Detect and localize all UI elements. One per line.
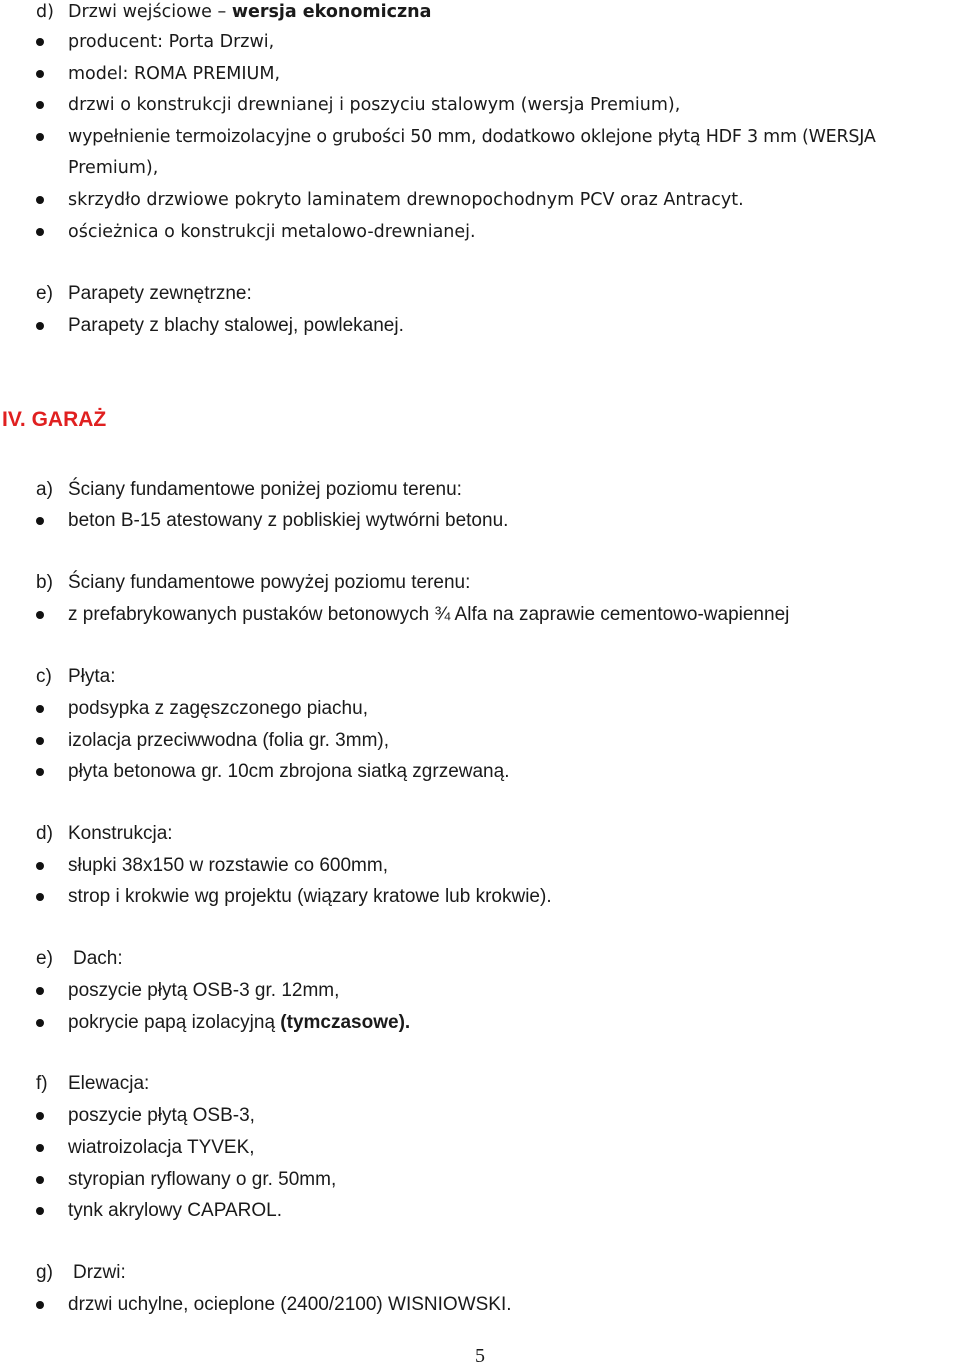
- section-title-text: Ściany fundamentowe powyżej poziomu terenu:: [68, 572, 471, 593]
- section-letter: a): [36, 479, 53, 500]
- bullet-icon: [36, 1144, 44, 1152]
- roofing-text: pokrycie papą izolacyjną: [68, 1012, 281, 1033]
- section-letter: c): [36, 666, 52, 687]
- list-item-text: z prefabrykowanych pustaków betonowych ¾ Alfa na zaprawie cementowo-wapiennej: [68, 604, 790, 625]
- section-title-text: Elewacja:: [68, 1073, 150, 1094]
- list-item-text: drzwi o konstrukcji drewnianej i poszyciu stalowym (wersja Premium),: [68, 95, 681, 115]
- doors-title-bold: wersja ekonomiczna: [231, 2, 432, 22]
- list-item-text: poszycie płytą OSB-3 gr. 12mm,: [68, 980, 340, 1001]
- bullet-icon: [36, 133, 44, 141]
- section-title-text: Drzwi:: [73, 1262, 126, 1283]
- list-item-text: podsypka z zagęszczonego piachu,: [68, 698, 368, 719]
- section-title-text: Ściany fundamentowe poniżej poziomu terenu:: [68, 479, 462, 500]
- list-item-text: skrzydło drzwiowe pokryto laminatem drewnopochodnym PCV oraz Antracyt.: [68, 190, 744, 210]
- bullet-icon: [36, 228, 44, 236]
- list-item-text: beton B-15 atestowany z pobliskiej wytwórni betonu.: [68, 510, 509, 531]
- bullet-icon: [36, 1019, 44, 1027]
- section-title-text: Dach:: [73, 948, 123, 969]
- section-letter: f): [36, 1073, 48, 1094]
- list-item-text: producent: Porta Drzwi,: [68, 32, 275, 52]
- bullet-icon: [36, 893, 44, 901]
- section-title-text: Parapety zewnętrzne:: [68, 283, 252, 304]
- list-item-text: drzwi uchylne, ocieplone (2400/2100) WISNIOWSKI.: [68, 1294, 512, 1315]
- bullet-icon: [36, 611, 44, 619]
- list-item-text: wiatroizolacja TYVEK,: [68, 1137, 255, 1158]
- list-item-text: izolacja przeciwwodna (folia gr. 3mm),: [68, 730, 390, 751]
- bullet-icon: [36, 196, 44, 204]
- garage-heading: IV. GARAŻ: [2, 408, 107, 431]
- bullet-icon: [36, 517, 44, 525]
- bullet-icon: [36, 1301, 44, 1309]
- section-letter: d): [36, 823, 53, 844]
- section-letter: b): [36, 572, 53, 593]
- bullet-icon: [36, 101, 44, 109]
- bullet-icon: [36, 768, 44, 776]
- bullet-icon: [36, 1112, 44, 1120]
- list-item-text: [68, 1011, 410, 1035]
- doors-title-text: [68, 0, 431, 24]
- list-item-text: ościeżnica o konstrukcji metalowo-drewnianej.: [68, 222, 476, 242]
- list-item-text: Parapety z blachy stalowej, powlekanej.: [68, 315, 404, 336]
- section-letter: e): [36, 283, 53, 304]
- bullet-icon: [36, 38, 44, 46]
- bullet-icon: [36, 322, 44, 330]
- bullet-icon: [36, 862, 44, 870]
- doors-title-plain: Drzwi wejściowe –: [68, 2, 232, 22]
- list-item-text: Premium),: [68, 158, 159, 178]
- list-item-text: styropian ryflowany o gr. 50mm,: [68, 1169, 337, 1190]
- list-item-text: wypełnienie termoizolacyjne o grubości 50 mm, dodatkowo oklejone płytą HDF 3 mm (WERSJA: [68, 127, 876, 147]
- section-title-text: Konstrukcja:: [68, 823, 173, 844]
- bullet-icon: [36, 705, 44, 713]
- page-number: 5: [475, 1345, 485, 1367]
- bullet-icon: [36, 1176, 44, 1184]
- section-title-text: Płyta:: [68, 666, 116, 687]
- bullet-icon: [36, 987, 44, 995]
- list-item-text: płyta betonowa gr. 10cm zbrojona siatką zgrzewaną.: [68, 761, 510, 782]
- bullet-icon: [36, 1207, 44, 1215]
- list-item-text: słupki 38x150 w rozstawie co 600mm,: [68, 855, 388, 876]
- list-item-text: tynk akrylowy CAPAROL.: [68, 1200, 282, 1221]
- section-letter: d): [36, 2, 54, 22]
- list-item-text: poszycie płytą OSB-3,: [68, 1105, 255, 1126]
- roofing-note-bold: (tymczasowe).: [280, 1012, 411, 1033]
- bullet-icon: [36, 737, 44, 745]
- section-letter: e): [36, 948, 53, 969]
- bullet-icon: [36, 70, 44, 78]
- list-item-text: strop i krokwie wg projektu (wiązary kratowe lub krokwie).: [68, 886, 552, 907]
- list-item-text: model: ROMA PREMIUM,: [68, 64, 281, 84]
- section-letter: g): [36, 1262, 53, 1283]
